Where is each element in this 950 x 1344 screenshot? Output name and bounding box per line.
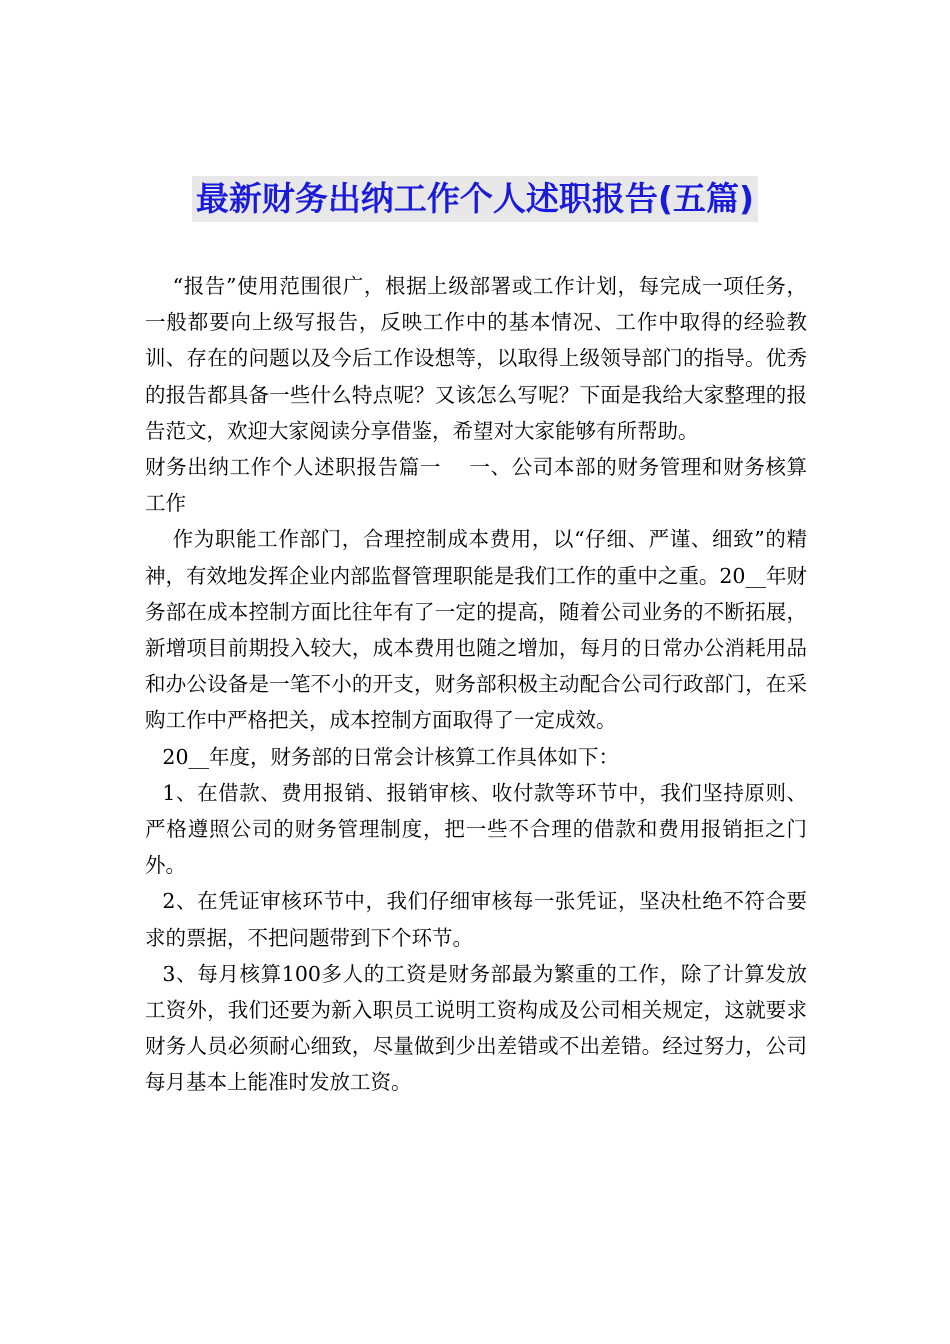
document-body <box>145 268 807 1101</box>
title-container <box>0 176 950 222</box>
intro-paragraph: “报告”使用范围很广，根据上级部署或工作计划，每完成一项任务，一般都要向上级写报告，反映工作中的基本情况、工作中取得的经验教训、存在的问题以及今后工作设想等，以取得上级领导部门的指导。优秀的报告都具备一些什么特点呢？又该怎么写呢？下面是我给大家整理的报告范文，欢迎大家阅读分享借鉴，希望对大家能够有所帮助。 <box>145 274 807 443</box>
document-title: 最新财务出纳工作个人述职报告(五篇) <box>192 176 758 222</box>
cost-control-paragraph: 作为职能工作部门，合理控制成本费用，以“仔细、严谨、细致”的精神，有效地发挥企业内部监督管理职能是我们工作的重中之重。20__年财务部在成本控制方面比往年有了一定的提高，随着公司业务的不断拓展，新增项目前期投入较大，成本费用也随之增加，每月的日常办公消耗用品和办公设备是一笔不小的开支，财务部积极主动配合公司行政部门，在采购工作中严格把关，成本控制方面取得了一定成效。 <box>145 527 807 733</box>
section-heading-paragraph: 财务出纳工作个人述职报告篇一 一、公司本部的财务管理和财务核算工作 <box>145 455 807 516</box>
list-item-1: 1、在借款、费用报销、报销审核、收付款等环节中，我们坚持原则、严格遵照公司的财务管理制度，把一些不合理的借款和费用报销拒之门外。 <box>145 780 807 878</box>
list-item-2: 2、在凭证审核环节中，我们仔细审核每一张凭证，坚决杜绝不符合要求的票据，不把问题带到下个环节。 <box>145 889 807 950</box>
list-item-3: 3、每月核算100多人的工资是财务部最为繁重的工作，除了计算发放工资外，我们还要为新入职员工说明工资构成及公司相关规定，这就要求财务人员必须耐心细致，尽量做到少出差错或不出差错。经过努力，公司每月基本上能准时发放工资。 <box>145 961 807 1095</box>
accounting-intro-paragraph: 20__年度，财务部的日常会计核算工作具体如下： <box>162 744 620 769</box>
